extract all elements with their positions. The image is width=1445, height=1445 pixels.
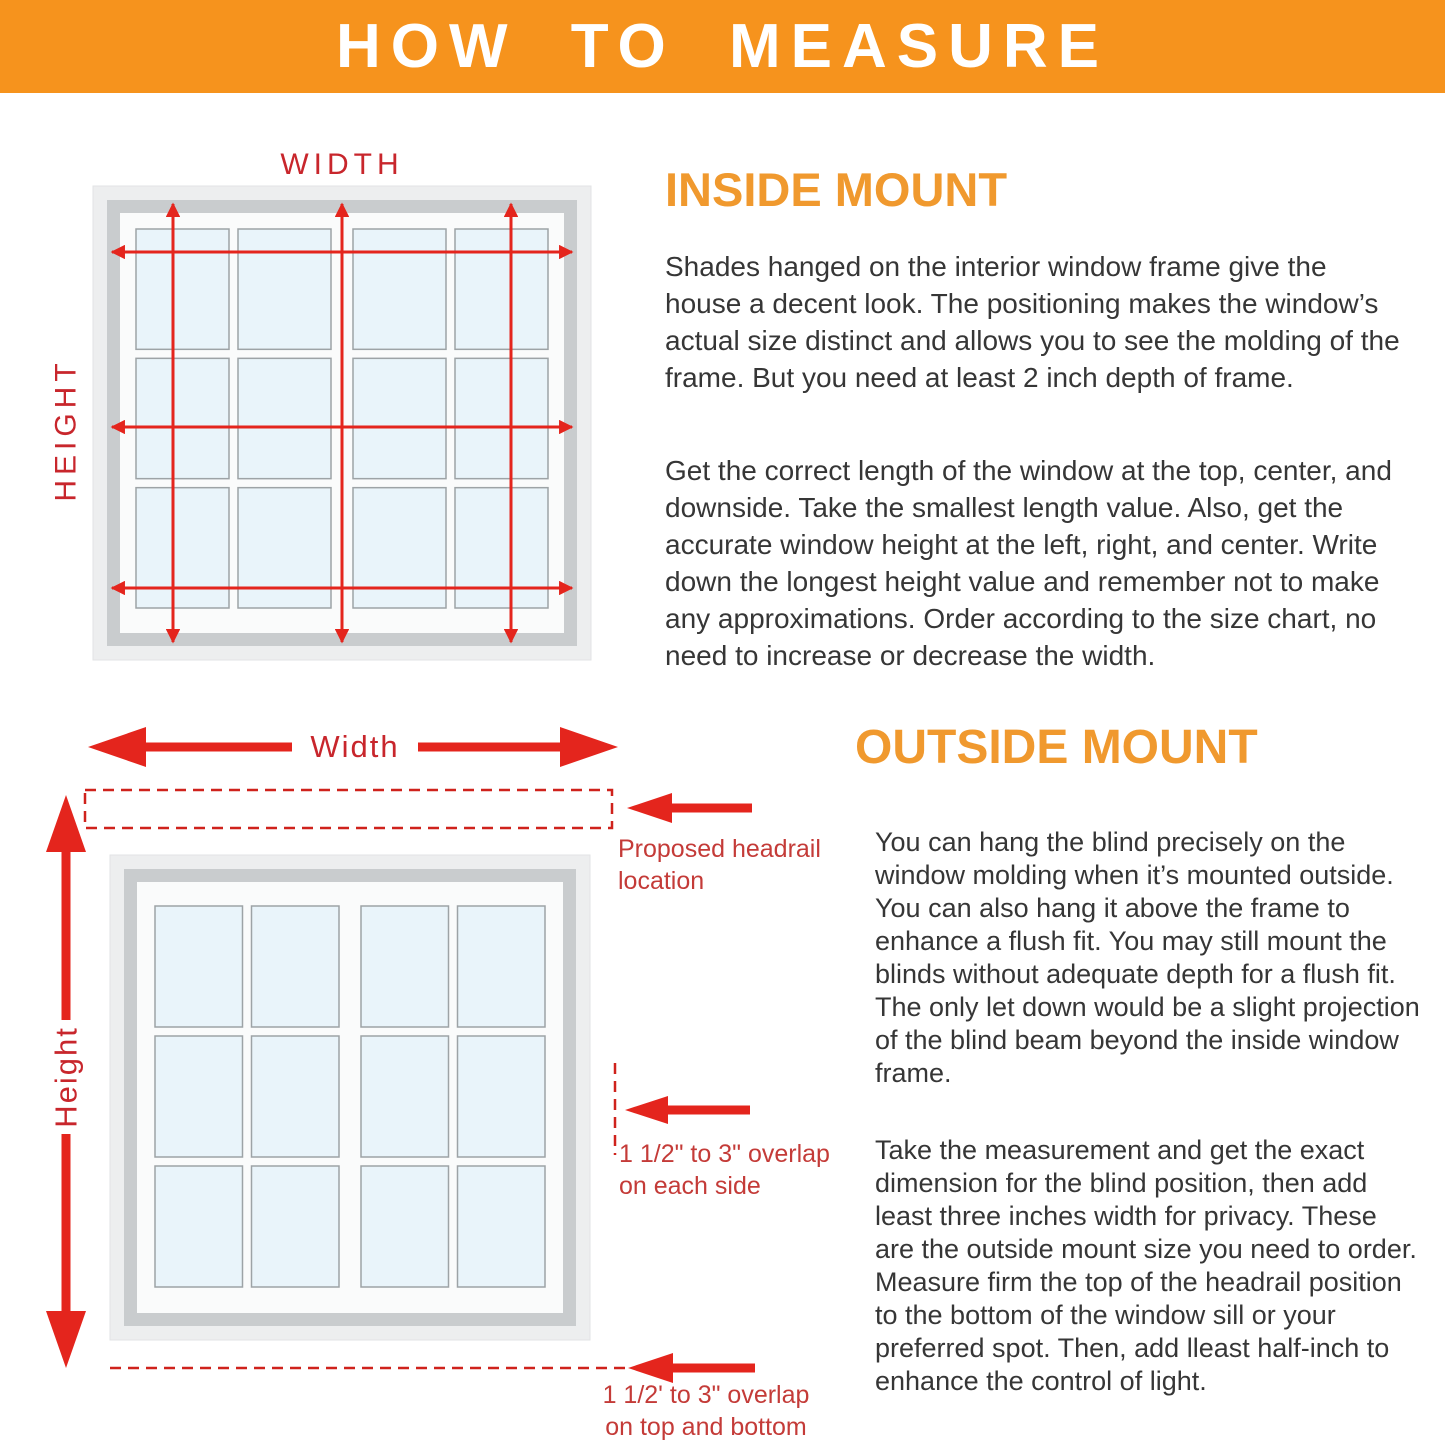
side-overlap-arrowhead xyxy=(625,1096,668,1124)
window-pane xyxy=(252,906,340,1027)
window-pane xyxy=(238,488,331,608)
window-pane xyxy=(238,229,331,349)
inside-mount-heading: INSIDE MOUNT xyxy=(665,163,1008,216)
height-arrowhead-top xyxy=(46,795,86,852)
bottom-height-dimension-label: Height xyxy=(48,1026,84,1128)
side-overlap-arrow-shaft xyxy=(666,1106,750,1115)
outside-mount-paragraph-1: You can hang the blind precisely on the window molding when it’s mounted outside. You can also hang it above the frame to enhance a flush fit. You may still mount the blinds without adequate depth for a flush fit. The only let down would be a slight projection of the blind beam beyond the inside window frame. xyxy=(875,827,1420,1088)
headrail-label-line1: Proposed headrail xyxy=(618,835,821,863)
width-arrowhead-right xyxy=(560,727,618,767)
window-pane xyxy=(155,1036,243,1157)
window-pane xyxy=(252,1036,340,1157)
window-pane xyxy=(361,1036,449,1157)
bottom-overlap-label-line2: on top and bottom xyxy=(605,1413,807,1441)
window-pane xyxy=(361,1166,449,1287)
outside-mount-diagram xyxy=(0,705,870,1445)
window-pane xyxy=(136,488,229,608)
window-pane xyxy=(353,229,446,349)
bottom-width-dimension-label: Width xyxy=(310,729,400,764)
inside-mount-paragraph-1: Shades hanged on the interior window frame give the house a decent look. The positioning makes the window’s actual size distinct and allows you to see the molding of the frame. But you need at least 2 inch depth of frame. xyxy=(665,251,1400,393)
window-pane xyxy=(458,1036,546,1157)
window-pane xyxy=(455,229,548,349)
window-pane xyxy=(252,1166,340,1287)
side-overlap-arrow xyxy=(625,1096,750,1124)
window-pane xyxy=(136,358,229,478)
window-pane xyxy=(458,906,546,1027)
banner-title: HOW TO MEASURE xyxy=(336,12,1109,81)
bottom-overlap-arrowhead xyxy=(628,1353,673,1383)
height-arrowhead-bottom xyxy=(46,1311,86,1368)
inside-mount-paragraph-2: Get the correct length of the window at the top, center, and downside. Take the smallest length value. Also, get the accurate window height at the left, right, and center. Write down the longest height value and remember not to make any approximations. Order according to the size chart, no need to increase or decrease the width. xyxy=(665,455,1392,671)
headrail-callout-arrow xyxy=(627,793,752,823)
window-pane xyxy=(361,906,449,1027)
inside-mount-diagram xyxy=(0,130,650,710)
width-arrowhead-left xyxy=(88,727,146,767)
outside-mount-paragraph-2: Take the measurement and get the exact dimension for the blind position, then add least three inches width for privacy. These are the outside mount size you need to order. Measure firm the top of the headrail position to the bottom of the window sill or your preferred spot. Then, add lleast half-inch to enhance the control of light. xyxy=(875,1135,1417,1396)
window-pane xyxy=(155,1166,243,1287)
bottom-overlap-arrow xyxy=(628,1353,755,1383)
height-arrow-shaft-bottom xyxy=(62,1134,71,1314)
window-pane xyxy=(353,488,446,608)
window-pane xyxy=(353,358,446,478)
window-pane xyxy=(238,358,331,478)
width-arrow-shaft-right xyxy=(418,743,563,752)
outside-mount-heading: OUTSIDE MOUNT xyxy=(855,721,1258,774)
height-arrow xyxy=(46,795,86,1368)
window-illustration-bottom xyxy=(110,855,590,1340)
window-pane xyxy=(458,1166,546,1287)
window-pane xyxy=(155,906,243,1027)
window-pane xyxy=(455,488,548,608)
top-height-dimension-label: HEIGHT xyxy=(49,358,83,502)
banner xyxy=(0,0,1445,93)
headrail-location-dashed-box xyxy=(85,790,612,828)
top-width-dimension-label: WIDTH xyxy=(280,148,404,181)
width-arrow xyxy=(88,727,618,767)
width-arrow-shaft-left xyxy=(143,743,292,752)
side-overlap-label-line2: on each side xyxy=(619,1172,761,1200)
bottom-overlap-arrow-shaft xyxy=(671,1364,755,1373)
headrail-arrowhead xyxy=(627,793,672,823)
headrail-arrow-shaft xyxy=(670,804,752,813)
window-pane xyxy=(455,358,548,478)
headrail-label-line2: location xyxy=(618,867,705,895)
height-arrow-shaft-top xyxy=(62,849,71,1020)
side-overlap-label-line1: 1 1/2" to 3" overlap xyxy=(619,1140,830,1168)
bottom-overlap-label-line1: 1 1/2' to 3" overlap xyxy=(602,1381,810,1409)
window-pane xyxy=(136,229,229,349)
